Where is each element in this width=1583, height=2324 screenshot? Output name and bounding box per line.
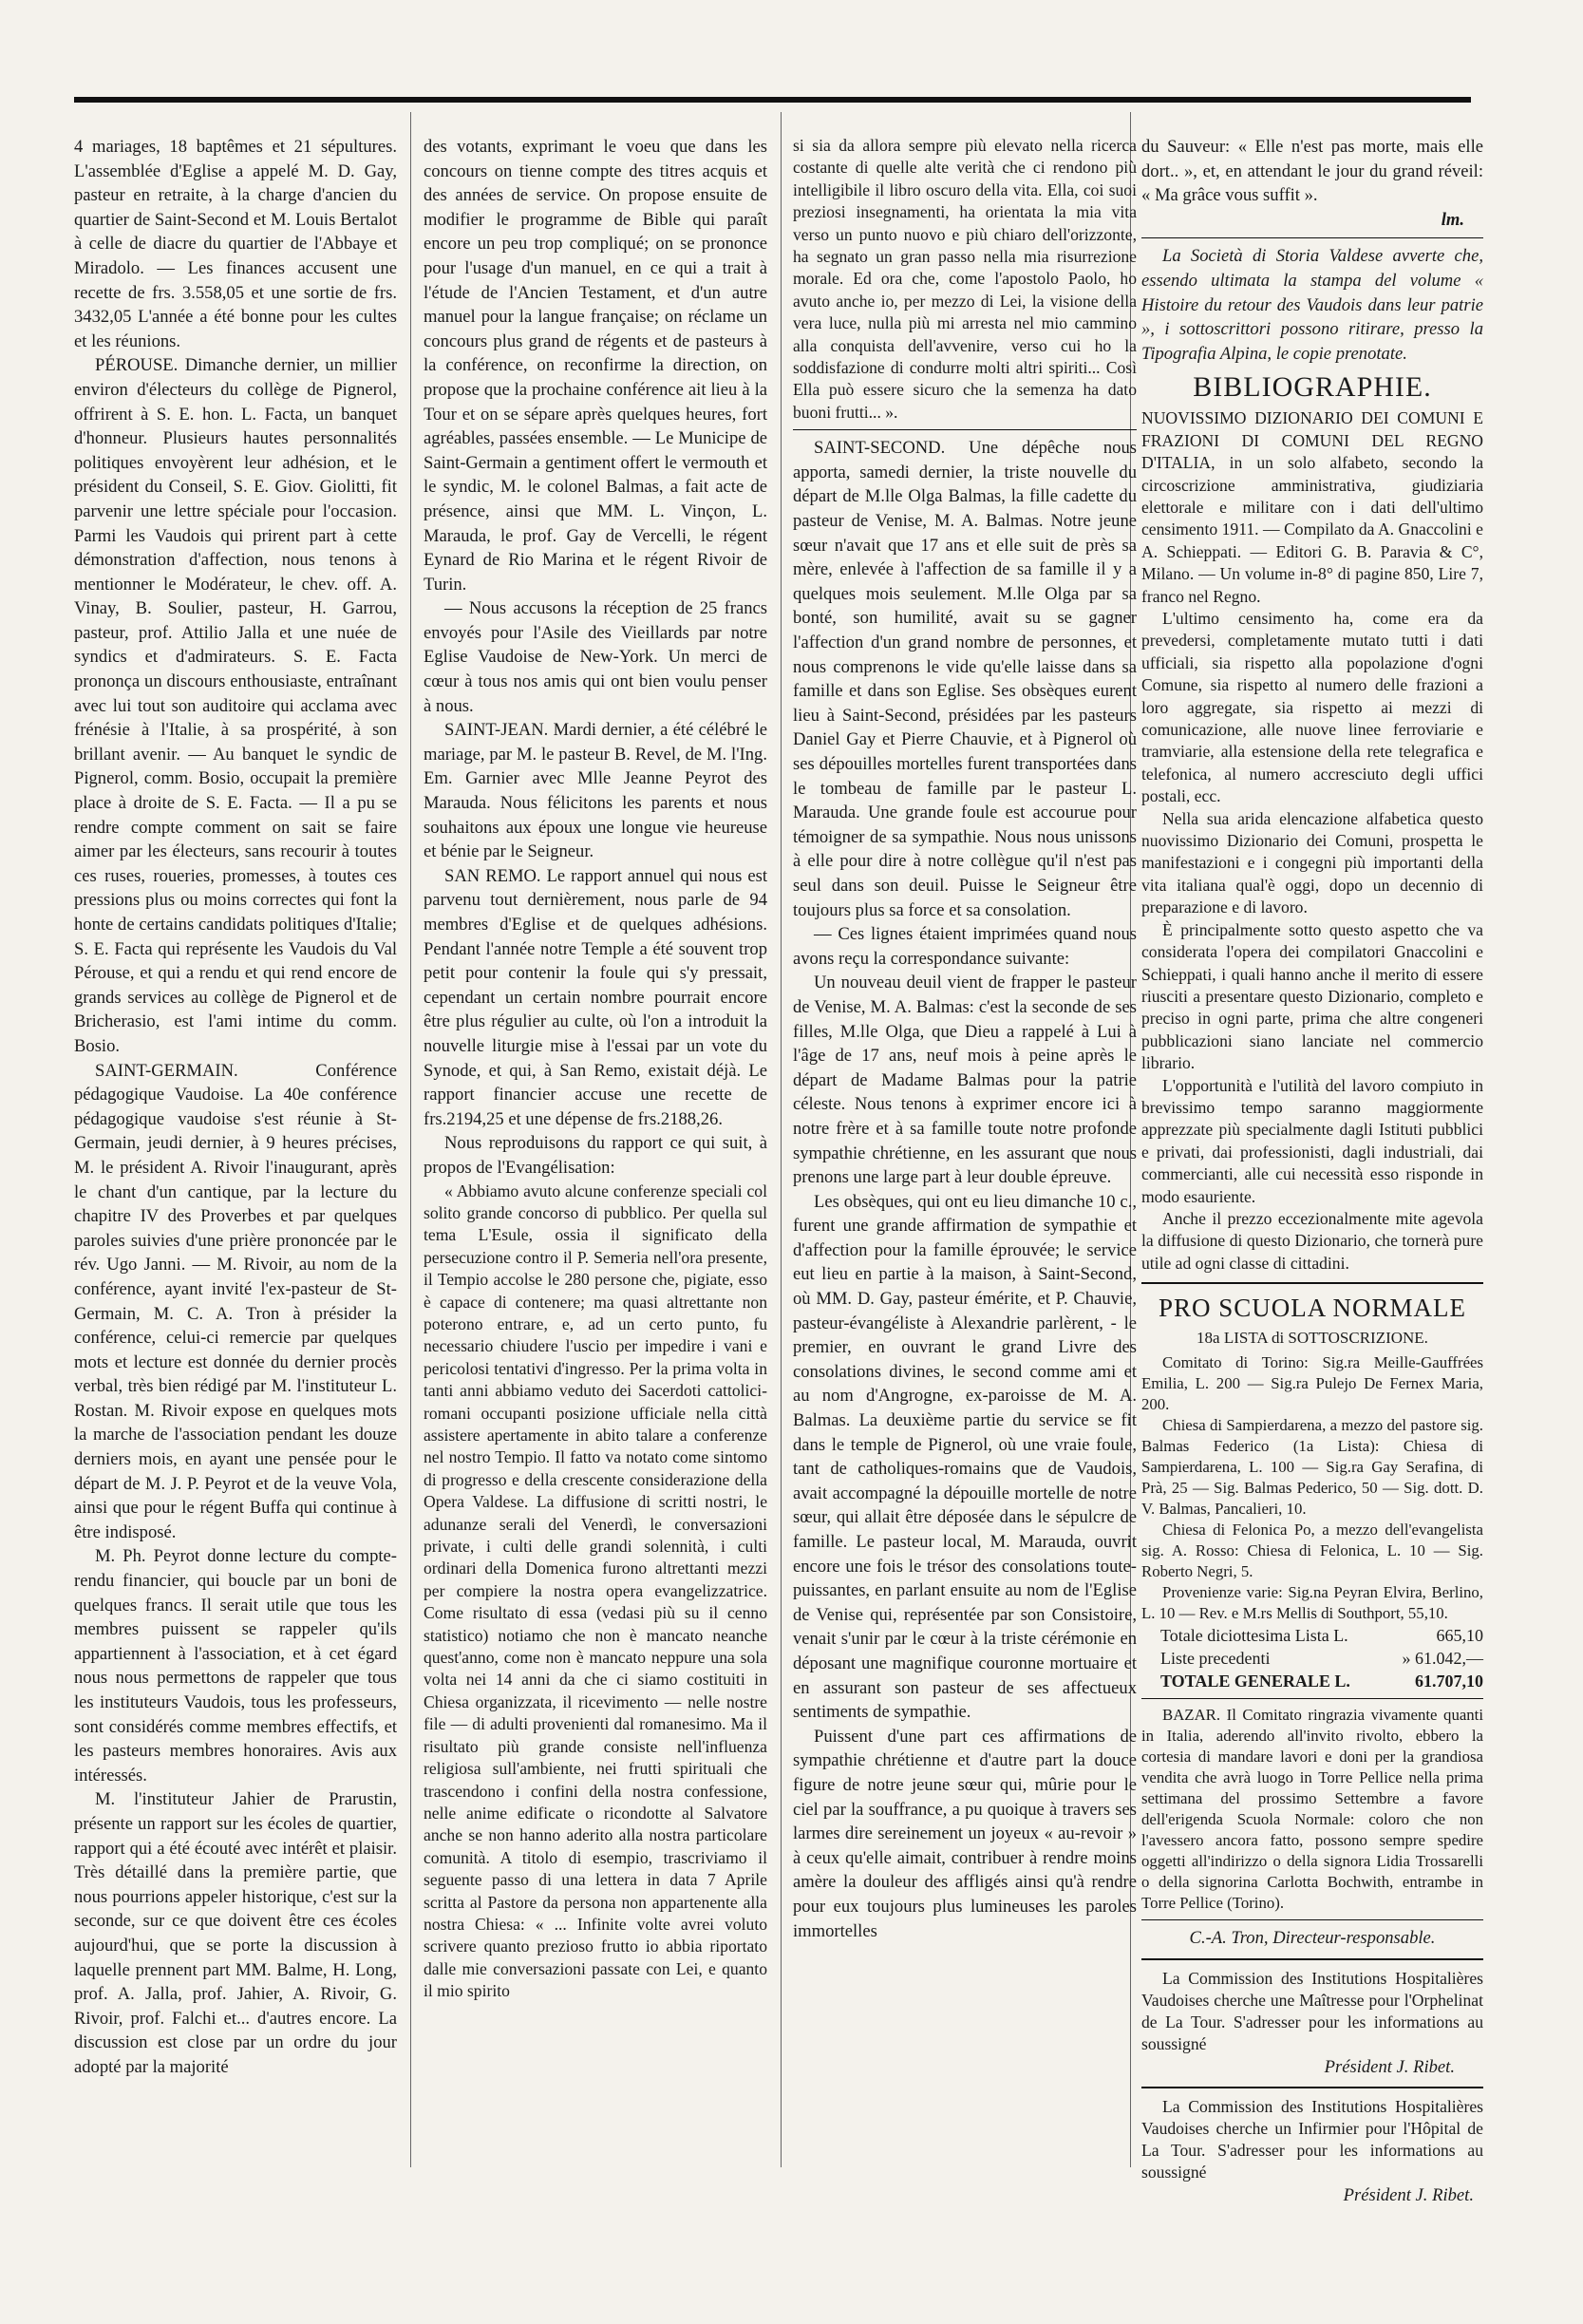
paragraph: du Sauveur: « Elle n'est pas morte, mais elle dort.. », et, en attendant le jour du grand réveil: « Ma grâce vous suffit ». [1141,137,1483,206]
column-2 [424,135,767,2003]
signature: Président J. Ribet. [1324,2056,1455,2077]
paragraph: — Ces lignes étaient imprimées quand nous avons reçu la correspondance suivante: [793,924,1137,969]
signature: lm. [1441,209,1464,230]
paragraph: « Abbiamo avuto alcune conferenze speciali col solito grande concorso di pubblico. Per quella sul tema L'Esule, ossia il significato della persecuzione contro il P. Semeria nell'ora presente, il Tempio accolse le 280 persone che, pigiate, esso è capace di contenere; ma quasi altrettante non poterono entrare, e, ad un certo punto, fu necessario chiudere l'uscio per impedire i vani e pericolosi tentativi d'ingresso. Per la prima volta in tanti anni abbiamo veduto dei Sacerdoti cattolici-romani occupanti posizione ufficiale nella città assistere apertamente in abito talare a conferenze nel nostro Tempio. Il fatto va notato come sintomo di progresso e della crescente considerazione della Opera Valdese. La diffusione di scritti nostri, le adunanze serali del Venerdì, le conversazioni private, i culti delle grandi solennità, i culti ordinari della Domenica furono altrettanti mezzi per compiere la nostra opera evangelizzatrice. Come risultato di essa (vedasi più su il cenno statistico) notiamo che non è mancato neanche quest'anno, come non è mancato neppure una sola volta nei 14 anni da che ci siamo costituiti in Chiesa organizzata, il ricevimento — nelle nostre file — di adulti provenienti dal romanesimo. Ma il risultato più grande consiste nell'influenza religiosa sull'ambiente, nei frutti spirituali che trascendono i confini della nostra confessione, nelle anime edificate o ricondotte al Salvatore anche se non hanno aderito alla nostra particolare comunità. A titolo di esempio, trascriviamo il seguente passo di una lettera in data 7 Aprile scritta al Pastore da persona non appartenente alla nostra Chiesa: « ... Infinite volte avrei voluto scrivere quanto prezioso frutto io abbia riportato dalle mie conversazioni passate con Lei, e quanto il mio spirito [424,1181,767,2001]
top-rule [74,97,1471,103]
total-label: TOTALE GENERALE L. [1160,1672,1350,1691]
paragraph: — Nous accusons la réception de 25 francs envoyés pour l'Asile des Vieillards par notre Eglise Vaudoise de New-York. Un merci de cœur à tous nos amis qui ont bien voulu penser à nous. [424,598,767,716]
divider [1141,1958,1483,1960]
book-title: NUOVISSIMO DIZIONARIO DEI COMUNI E FRAZIONI DI COMUNI DEL REGNO D'ITALIA, in un solo alfabeto, secondo la circoscrizione amministrativa, giudiziaria elettorale e militare con i dati dell'ultimo censimento 1911. — Compilato da A. Gnaccolini e A. Schieppati. — Editori G. B. Paravia & C°, Milano. — Un volume in-8° di pagine 850, Lire 7, franco nel Regno. [1141,408,1483,606]
advertisement: La Commission des Institutions Hospitalières Vaudoises cherche un Infirmier pour l'Hôpital de La Tour. S'adresser pour les informations au soussigné [1141,2097,1483,2182]
divider [793,429,1137,430]
paragraph: Anche il prezzo eccezionalmente mite agevola la diffusione di questo Dizionario, che tornerà pure utile ad ogni classe di cittadini. [1141,1208,1483,1273]
paragraph: SAINT-SECOND. Une dépêche nous apporta, samedi dernier, la triste nouvelle du départ de M.lle Olga Balmas, la fille cadette du pasteur de Venise, M. A. Balmas. Notre jeune sœur n'avait que 17 ans et elle suit de près sa mère, enlevée à l'affection de sa famille il y a quelques mois seulement. M.lle Olga par sa bonté, son humilité, avait su se gagner l'affection d'un grand nombre de personnes, et nous comprenons le vide qu'elle laisse dans sa famille et dans son Eglise. Ses obsèques eurent lieu à Saint-Second, présidées par les pasteurs Daniel Gay et Pierre Chauvie, et à Pignerol où ses dépouilles mortelles furent transportées dans le tombeau de famille par le pasteur L. Marauda. Une grande foule est accourue pour témoigner de sa sympathie. Nous nous unissons à elle pour dire à notre collègue qu'il n'est pas seul dans son deuil. Puisse le Seigneur être toujours plus sa force et sa consolation. [793,438,1137,920]
column-4 [1141,135,1483,2208]
total-value: 61.707,10 [1415,1672,1483,1691]
paragraph: Nous reproduisons du rapport ce qui suit, à propos de l'Evangélisation: [424,1133,767,1178]
paragraph: È principalmente sotto questo aspetto che va considerata l'opera dei compilatori Gnaccolini e Schieppati, i quali hanno anche il merito di essere riusciti a presentare questo Dizionario, completo e preciso in ogni parte, prima che altre congeneri pubblicazioni siano lanciate nel commercio librario. [1141,919,1483,1073]
subscription-entry: Chiesa di Felonica Po, a mezzo dell'evangelista sig. A. Rosso: Chiesa di Felonica, L. 10 — Sig. Roberto Negri, 5. [1141,1521,1483,1581]
list-subtitle: 18a LISTA di SOTTOSCRIZIONE. [1197,1329,1428,1348]
divider [1141,237,1483,238]
paragraph: SAINT-JEAN. Mardi dernier, a été célébré le mariage, par M. le pasteur B. Revel, de M. l'Ing. Em. Garnier avec Mlle Jeanne Peyrot des Marauda. Nous félicitons les parents et nous souhaitons aux époux une longue vie heureuse et bénie par le Seigneur. [424,720,767,862]
director-line: C.-A. Tron, Directeur-responsable. [1189,1928,1436,1949]
column-1 [74,135,397,2080]
column-3 [793,135,1137,1943]
paragraph: si sia da allora sempre più elevato nella ricerca costante di quelle alte verità che ci rendono più intelligibile il libro oscuro della vita. Ella, coi suoi preziosi insegnamenti, ha orientata la mia vita verso un punto nuovo e più chiaro dell'orizzonte, ha segnato un gran passo nella mia risurrezione morale. Ed ora che, come l'apostolo Paolo, ho avuto anche io, per mezzo di Lei, la visione della vera luce, nulla più mi arresta nel mio cammino alla conquista dell'avvenire, verso cui ho la soddisfazione di condurre molti altri spiriti... Così Ella può essere sicuro che la semenza ha dato buoni frutti... ». [793,136,1137,422]
total-value: » 61.042,— [1402,1649,1483,1669]
total-label: Liste precedenti [1160,1649,1271,1669]
bazar-notice: BAZAR. Il Comitato ringrazia vivamente quanti in Italia, aderendo all'invito rivolto, ebbero la cortesia di mandare lavori e doni per la grandiosa vendita che avrà luogo in Torre Pellice nella prima settimana del prossimo Settembre a favore dell'erigenda Scuola Normale: coloro che non l'avessero ancora fatto, possono sempre spedire oggetti all'indirizzo o della signora Lidia Trossarelli o della signorina Carlotta Bochwith, entrambe in Torre Pellice (Torino). [1141,1706,1483,1913]
divider [1141,2087,1483,2088]
paragraph: M. l'instituteur Jahier de Prarustin, présente un rapport sur les écoles de quartier, rapport qui a été écouté avec intérêt et plaisir. Très détaillé dans la première partie, que nous pourrions appeler historique, c'est sur la seconde, sur ce que doivent être ces écoles aujourd'hui, que se porte la discussion à laquelle prennent part MM. Balme, H. Long, prof. A. Jalla, prof. Jahier, A. Rivoir, G. Rivoir, prof. Falchi et... d'autres encore. La discussion est close par un ordre du jour adopté par la majorité [74,1789,397,2077]
subscription-entry: Comitato di Torino: Sig.ra Meille-Gauffrées Emilia, L. 200 — Sig.ra Pulejo De Fernex Maria, 200. [1141,1353,1483,1414]
section-title-bibliographie: BIBLIOGRAPHIE. [1193,371,1432,404]
paragraph: Puissent d'une part ces affirmations de sympathie chrétienne et d'autre part la douce figure de notre jeune sœur qui, mûrie pour le ciel par la souffrance, a pu quoique à travers ses larmes dire sereinement un joyeux « au-revoir » à ceux qu'elle aimait, contribuer à rendre moins amère la douleur des affligés ainsi qu'à rendre pour eux toujours plus lumineuses les paroles immortelles [793,1726,1137,1941]
divider [1141,1698,1483,1699]
notice: La Società di Storia Valdese avverte che, essendo ultimata la stampa del volume « Histoire du retour des Vaudois dans leur patrie », i sottoscrittori possono ritirare, presso la Tipografia Alpina, le copie prenotate. [1141,246,1483,364]
section-title-scuola: PRO SCUOLA NORMALE [1158,1294,1467,1323]
column-divider [410,112,411,2167]
divider [1141,1919,1483,1920]
paragraph: Les obsèques, qui ont eu lieu dimanche 10 c., furent une grande affirmation de sympathie et d'affection pour la famille éprouvée; le service eut lieu en partie à la maison, à Saint-Second, où MM. D. Gay, pasteur émérite, et P. Chauvie, pasteur-évangéliste à Alexandrie parlèrent, - le premier, en ouvrant le grand Livre des consolations divines, le second comme ami et au nom d'Angrogne, ex-paroisse de M. A. Balmas. La deuxième partie du service se fit dans le temple de Pignerol, où une vraie foule, tant de catholiques-romains que de Vaudois, avait accompagné la dépouille mortelle de notre sœur, qui allait être déposée dans le sépulcre de famille. Le pasteur local, M. Marauda, ouvrit encore une fois le trésor des consolations toute-puissantes, en parlant ensuite au nom de l'Eglise de Venise qui, représentée par son Consistoire, venait s'unir par le cœur à la triste cérémonie en déposant une magnifique couronne mortuaire et en assurant son pasteur de ses affectueux sentiments de sympathie. [793,1191,1137,1723]
signature: Président J. Ribet. [1343,2185,1474,2206]
column-divider [781,112,782,2167]
paragraph: SAN REMO. Le rapport annuel qui nous est parvenu tout dernièrement, nous parle de 94 membres d'Eglise et de quelques adhésions. Pendant l'année notre Temple a été souvent trop petit pour contenir la foule qui s'y pressait, cependant un certain nombre pourrait encore être plus régulier au culte, où l'on a introduit la nouvelle liturgie mise à l'essai par un vote du Synode, et qui, à San Remo, existait déjà. Le rapport financier accuse une recette de frs.2194,25 et une dépense de frs.2188,26. [424,865,767,1129]
paragraph: Nella sua arida elencazione alfabetica questo nuovissimo Dizionario dei Comuni, prospetta le manifestazioni e i congegni più importanti della vita italiana qual'è oggi, dopo un decennio di preparazione e di lavoro. [1141,808,1483,917]
paragraph: Un nouveau deuil vient de frapper le pasteur de Venise, M. A. Balmas: c'est la seconde de ses filles, M.lle Olga, que Dieu a rappelé à Lui à l'âge de 17 ans, neuf mois à peine après le départ de Madame Balmas pour la patrie céleste. Nous tenons à exprimer encore ici à notre frère et à sa famille toute notre profonde sympathie chrétienne, en les assurant que nous prenons une large part à leur double épreuve. [793,973,1137,1188]
total-value: 665,10 [1436,1626,1483,1646]
paragraph: PÉROUSE. Dimanche dernier, un millier environ d'électeurs du collège de Pignerol, offrirent à S. E. hon. L. Facta, un banquet d'honneur. Plusieurs hautes personnalités politiques envoyèrent leur adhésion, et le président du Conseil, S. E. Giov. Giolitti, fit parvenir une lettre spéciale pour l'occasion. Parmi les Vaudois qui prirent part à cette démonstration d'affection, nous tenons à mentionner le Modérateur, le chev. off. A. Vinay, B. Soulier, pasteur, H. Garrou, pasteur, prof. Attilio Jalla et une nuée de syndics et d'admirateurs. S. E. Facta prononça un discours enthousiaste, entraînant avec lui tout son auditoire qui acclama avec frénésie à l'Italie, à sa prospérité, à son brillant avenir. — Au banquet le syndic de Pignerol, comm. Bosio, occupait la première place à droite de S. E. Facta. — Il a pu se rendre compte comment on sait se faire aimer par les électeurs, sans recourir à toutes ces ruses, roueries, promesses, à toutes ces pressions plus ou moins correctes qui font la honte de certains candidats politiques d'Italie; S. E. Facta qui représente les Vaudois du Val Pérouse, et qui a rendu et qui rend encore de grands services au collège de Pignerol et de Bricherasio, est l'ami intime du comm. Bosio. [74,355,397,1056]
paragraph: des votants, exprimant le voeu que dans les concours on tienne compte des titres acquis et des années de service. On propose ensuite de modifier le programme de Bible qui paraît encore un peu trop compliqué; on se prononce pour l'usage d'un manuel, en ce qui a trait à l'étude de l'Ancien Testament, et d'un autre manuel pour la langue française; on réclame un concours plus grand de régents et de pasteurs à la conférence, on reconfirme la direction, on propose que la prochaine conférence ait lieu à la Tour et on se sépare après quelques heures, fort agréables, passées ensemble. — Le Municipe de Saint-Germain a gentiment offert le vermouth et le syndic, M. le colonel Balmas, a fait acte de présence, ainsi que MM. L. Vinçon, L. Marauda, le prof. Gay de Vercelli, le régent Eynard de Rio Marina et le régent Rivoir de Turin. [424,137,767,595]
paragraph: M. Ph. Peyrot donne lecture du compte-rendu financier, qui boucle par un boni de quelques francs. Il serait utile que tous les membres puissent se rappeler qu'ils appartiennent à l'association, et à cet égard nous nous permettons de rappeler que tous les instituteurs Vaudois, tous les professeurs, sont considérés comme membres effectifs, et les pasteurs membres honoraires. Avis aux intéressés. [74,1546,397,1786]
totals-row [1141,1670,1483,1692]
paragraph: 4 mariages, 18 baptêmes et 21 sépultures. L'assemblée d'Eglise a appelé M. D. Gay, pasteur en retraite, à la charge d'ancien du quartier de Saint-Second et M. Louis Bertalot à celle de diacre du quartier de l'Abbaye et Miradolo. — Les finances accusent une recette de frs. 3.558,05 et une sortie de frs. 3432,05 L'année a été bonne pour les cultes et les réunions. [74,137,397,351]
totals-row [1141,1624,1483,1647]
total-label: Totale diciottesima Lista L. [1160,1626,1348,1646]
advertisement: La Commission des Institutions Hospitalières Vaudoises cherche une Maîtresse pour l'Orphelinat de La Tour. S'adresser pour les informations au soussigné [1141,1968,1483,2053]
subscription-entry: Provenienze varie: Sig.na Peyran Elvira, Berlino, L. 10 — Rev. e M.rs Mellis di Southport, 55,10. [1141,1583,1483,1623]
paragraph: SAINT-GERMAIN. Conférence pédagogique Vaudoise. La 40e conférence pédagogique vaudoise s'est réunie à St-Germain, jeudi dernier, à 9 heures précises, M. le président A. Rivoir l'inaugurant, après le chant d'un cantique, par la lecture du chapitre IV des Proverbes et par quelques paroles suivies d'une prière prononcée par le rév. Ugo Janni. — M. Rivoir, au nom de la conférence, ayant invité l'ex-pasteur de St-Germain, M. C. A. Tron à présider la conférence, celui-ci remercie par quelques mots et lecture est donnée du dernier procès verbal, très bien rédigé par M. l'instituteur L. Rostan. M. Rivoir expose en quelques mots la marche de l'association pendant les douze derniers mois, en ayant une pensée pour le départ de M. J. P. Peyrot et de la veuve Vola, ainsi que pour le régent Buffa qui continue à être indisposé. [74,1060,397,1542]
totals-table [1141,1624,1483,1692]
divider [1141,1282,1483,1284]
totals-row [1141,1647,1483,1670]
paragraph: L'opportunità e l'utilità del lavoro compiuto in brevissimo tempo saranno maggiormente apprezzate più specialmente dagli Istituti pubblici e privati, dai professionisti, dagli industriali, dai commercianti, alle cui necessità esso risponde in modo esauriente. [1141,1075,1483,1206]
paragraph: L'ultimo censimento ha, come era da prevedersi, completamente mutato tutti i dati ufficiali, sia rispetto alla popolazione d'ogni Comune, sia rispetto al numero delle frazioni a loro aggregate, sia rispetto ai mezzi di comunicazione, alle nuove linee ferroviarie e tramviarie, alla estensione della rete telegrafica e telefonica, al numero accresciuto degli uffici postali, ecc. [1141,609,1483,806]
subscription-entry: Chiesa di Sampierdarena, a mezzo del pastore sig. Balmas Federico (1a Lista): Chiesa di Sampierdarena, L. 100 — Sig.ra Gay Serafina, di Prà, 25 — Sig. Balmas Pederico, 50 — Sig. dott. D. V. Balmas, Pancalieri, 10. [1141,1416,1483,1519]
